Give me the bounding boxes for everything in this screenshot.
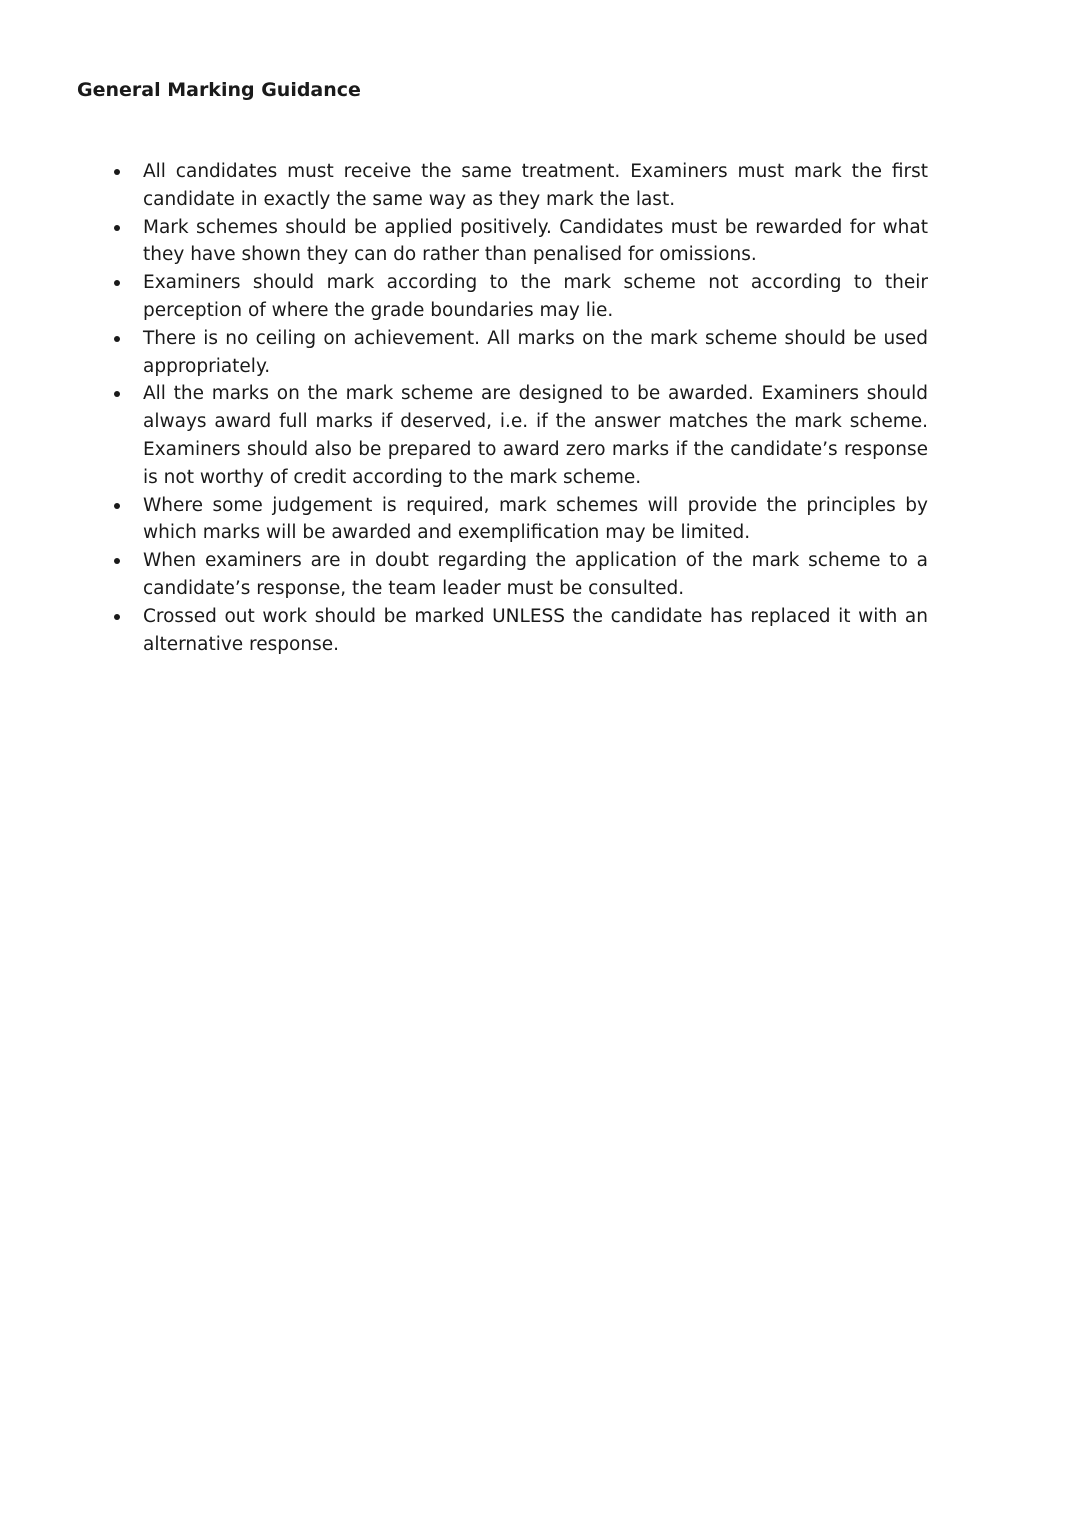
bullet-icon xyxy=(114,391,120,397)
list-item-text: When examiners are in doubt regarding the application of the mark scheme to a candidate’s response, the team leader must be consulted. xyxy=(143,550,928,599)
list-item-text: All candidates must receive the same treatment. Examiners must mark the first candidate in exactly the same way as they mark the last. xyxy=(143,161,928,210)
bullet-icon xyxy=(114,225,120,231)
list-item xyxy=(143,380,928,491)
list-item xyxy=(143,492,928,548)
list-item xyxy=(143,214,928,270)
list-item-text: Examiners should mark according to the mark scheme not according to their perception of where the grade boundaries may lie. xyxy=(143,272,928,321)
list-item xyxy=(143,547,928,603)
list-item-text: All the marks on the mark scheme are designed to be awarded. Examiners should always award full marks if deserved, i.e. if the answer matches the mark scheme. Examiners should also be prepared to award zero marks if the candidate’s response is not worthy of credit according to the mark scheme. xyxy=(143,383,928,488)
list-item xyxy=(143,603,928,659)
page-title: General Marking Guidance xyxy=(77,79,361,101)
bullet-icon xyxy=(114,614,120,620)
bullet-icon xyxy=(114,280,120,286)
list-item-text: Crossed out work should be marked UNLESS the candidate has replaced it with an alternative response. xyxy=(143,605,928,655)
list-item xyxy=(143,158,928,214)
list-item xyxy=(143,269,928,325)
bullet-icon xyxy=(114,558,120,564)
bullet-icon xyxy=(114,169,120,175)
bullet-icon xyxy=(114,336,120,342)
list-item-text: Where some judgement is required, mark schemes will provide the principles by which marks will be awarded and exemplification may be limited. xyxy=(143,494,928,544)
bullet-icon xyxy=(114,503,120,509)
list-item xyxy=(143,325,928,381)
guidance-list xyxy=(143,158,928,658)
list-item-text: There is no ceiling on achievement. All marks on the mark scheme should be used appropriately. xyxy=(143,327,928,377)
list-item-text: Mark schemes should be applied positively. Candidates must be rewarded for what they have shown they can do rather than penalised for omissions. xyxy=(143,216,928,266)
